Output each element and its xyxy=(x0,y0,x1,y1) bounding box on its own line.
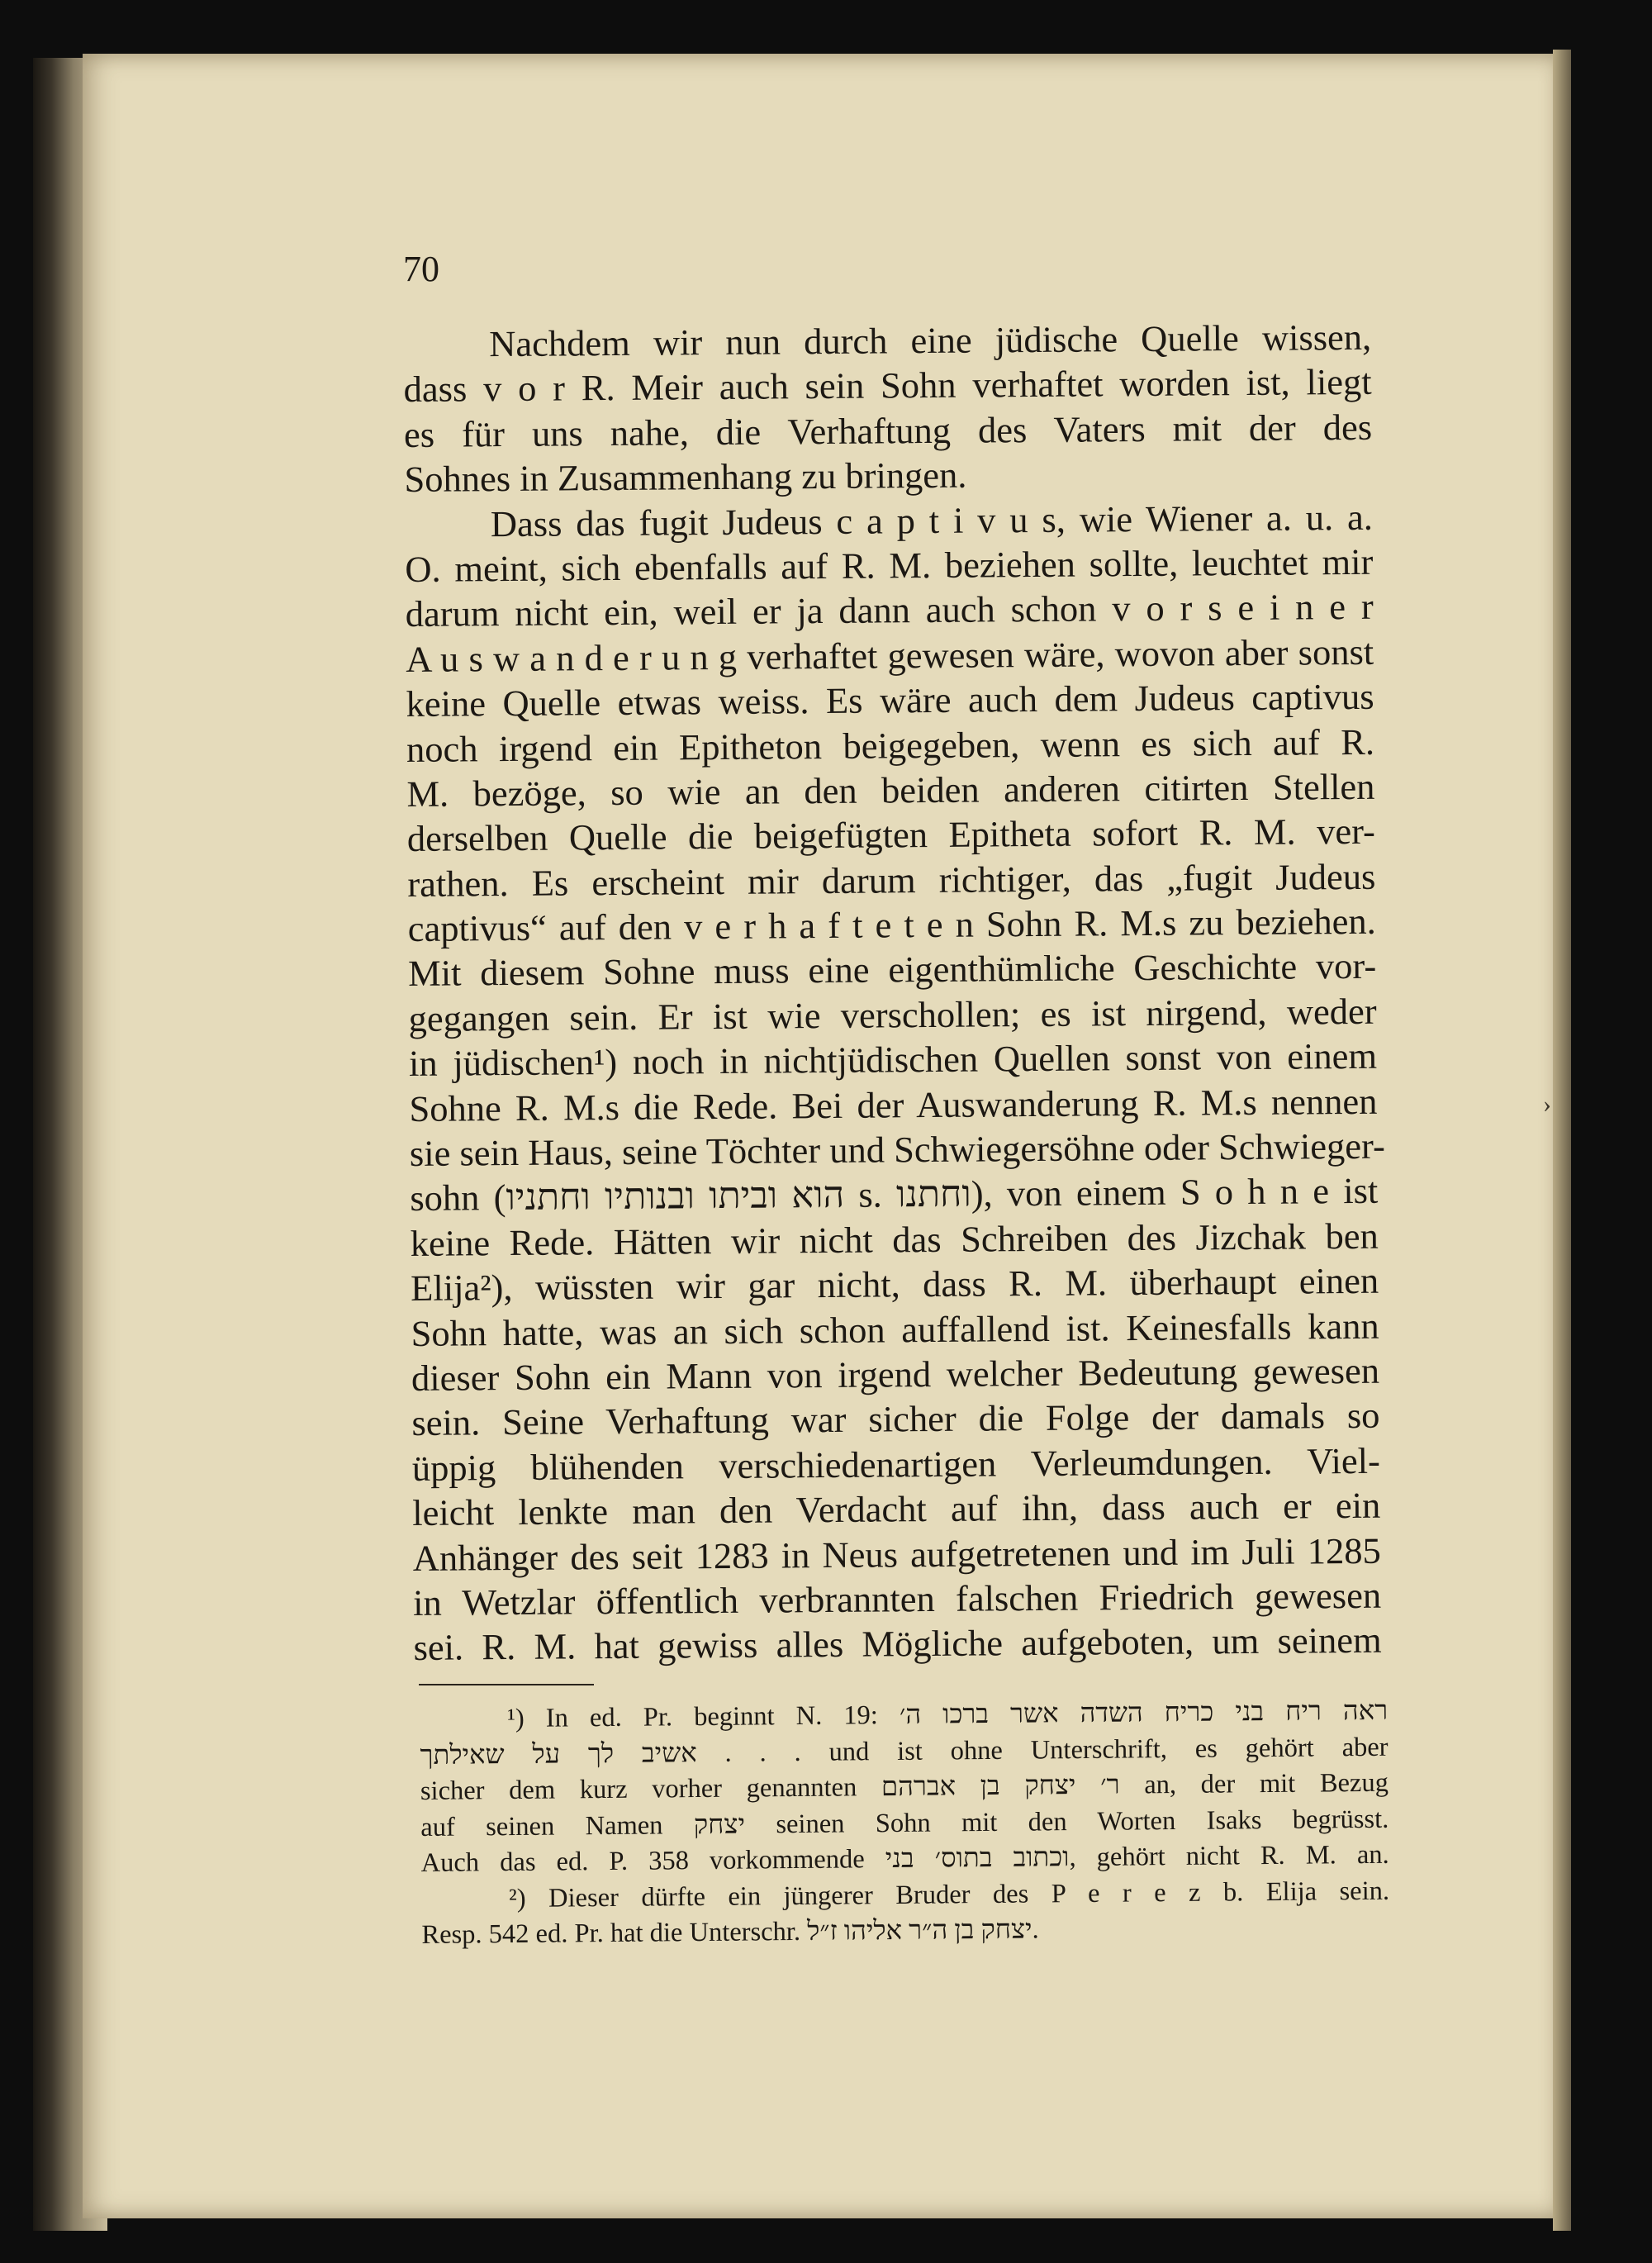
footnote-line: Auch das ed. P. 358 vorkommende וכתוב בתוס׳ בני, gehört nicht R. M. an. xyxy=(420,1839,1389,1878)
text-line: üppig blühenden verschiedenartigen Verleumdungen. Viel- xyxy=(411,1439,1381,1489)
text-line: sie sein Haus, seine Töchter und Schwiegersöhne oder Schwieger- xyxy=(409,1124,1385,1174)
text-line: in Wetzlar öffentlich verbrannten falschen Friedrich gewesen xyxy=(412,1574,1382,1624)
text-line: dass v o r R. Meir auch sein Sohn verhaftet worden ist, liegt xyxy=(403,361,1372,411)
text-line: rathen. Es erscheint mir darum richtiger, das „fugit Judeus xyxy=(407,855,1376,905)
text-line: Dass das fugit Judeus c a p t i v u s, wie Wiener a. u. a. xyxy=(490,496,1374,544)
text-line: sein. Seine Verhaftung war sicher die Folge der damals so xyxy=(411,1395,1380,1444)
main-text xyxy=(403,315,1385,1671)
page-number: 70 xyxy=(403,249,439,289)
text-line: M. bezöge, so wie an den beiden anderen citirten Stellen xyxy=(406,765,1375,815)
text-line: A u s w a n d e r u n g verhaftet gewesen wäre, wovon aber sonst xyxy=(406,630,1374,680)
margin-mark: › xyxy=(1543,1091,1551,1118)
text-line: keine Quelle etwas weiss. Es wäre auch dem Judeus captivus xyxy=(406,675,1374,725)
text-line: Sohn hatte, was an sich schon auffallend ist. Keinesfalls kann xyxy=(411,1305,1379,1354)
page-edge xyxy=(1553,50,1571,2231)
text-line: derselben Quelle die beigefügten Epitheta sofort R. M. ver- xyxy=(406,811,1376,860)
text-line: gegangen sein. Er ist wie verschollen; es ist nirgend, weder xyxy=(408,990,1377,1039)
text-line: Sohnes in Zusammenhang zu bringen. xyxy=(404,454,967,501)
footnote-line: ¹) In ed. Pr. beginnt N. 19: ראה ריח בני כריח השדה אשר ברכו ה׳ xyxy=(507,1695,1389,1734)
text-line: es für uns nahe, die Verhaftung des Vaters mit der des xyxy=(403,406,1373,455)
text-line: sohn (הוא וביתו ובנותיו וחתניו s. וחתנו), von einem S o h n e ist xyxy=(410,1170,1379,1219)
footnote-line: auf seinen Namen יצחק seinen Sohn mit den Worten Isaks begrüsst. xyxy=(420,1804,1389,1842)
footnote-line: sicher dem kurz vorher genannten ר׳ יצחק בן אברהם an, der mit Bezug xyxy=(420,1767,1389,1806)
text-line: dieser Sohn ein Mann von irgend welcher Bedeutung gewesen xyxy=(411,1349,1380,1399)
text-line: noch irgend ein Epitheton beigegeben, wenn es sich auf R. xyxy=(406,720,1375,770)
text-line: in jüdischen¹) noch in nichtjüdischen Quellen sonst von einem xyxy=(408,1035,1378,1085)
text-line: captivus“ auf den v e r h a f t e t e n Sohn R. M.s zu beziehen. xyxy=(407,900,1376,950)
text-line: keine Rede. Hätten wir nicht das Schreiben des Jizchak ben xyxy=(410,1215,1379,1264)
footnote-divider xyxy=(419,1684,594,1685)
text-line: sei. R. M. hat gewiss alles Mögliche aufgeboten, um seinem xyxy=(413,1619,1382,1669)
text-line: darum nicht ein, weil er ja dann auch schon v o r s e i n e r xyxy=(405,586,1374,635)
text-line: Elija²), wüssten wir gar nicht, dass R. M. überhaupt einen xyxy=(410,1259,1379,1310)
footnote-line: ²) Dieser dürfte ein jüngerer Bruder des P e r e z b. Elija sein. xyxy=(508,1876,1390,1914)
footnotes xyxy=(420,1694,1390,1954)
text-line: O. meint, sich ebenfalls auf R. M. beziehen sollte, leuchtet mir xyxy=(405,540,1374,590)
footnote-line: Resp. 542 ed. Pr. hat die Unterschr. יצחק בן ה״ר אליהו ז״ל. xyxy=(421,1914,1039,1950)
text-line: Mit diesem Sohne muss eine eigenthümliche Geschichte vor- xyxy=(407,945,1377,995)
footnote-line: אשיב לך על שאילתך . . . und ist ohne Unterschrift, es gehört aber xyxy=(420,1732,1389,1771)
text-line: Nachdem wir nun durch eine jüdische Quelle wissen, xyxy=(489,316,1372,365)
text-line: Anhänger des seit 1283 in Neus aufgetretenen und im Juli 1285 xyxy=(412,1529,1381,1579)
text-line: Sohne R. M.s die Rede. Bei der Auswanderung R. M.s nennen xyxy=(409,1080,1378,1129)
text-line: leicht lenkte man den Verdacht auf ihn, dass auch er ein xyxy=(412,1484,1381,1534)
